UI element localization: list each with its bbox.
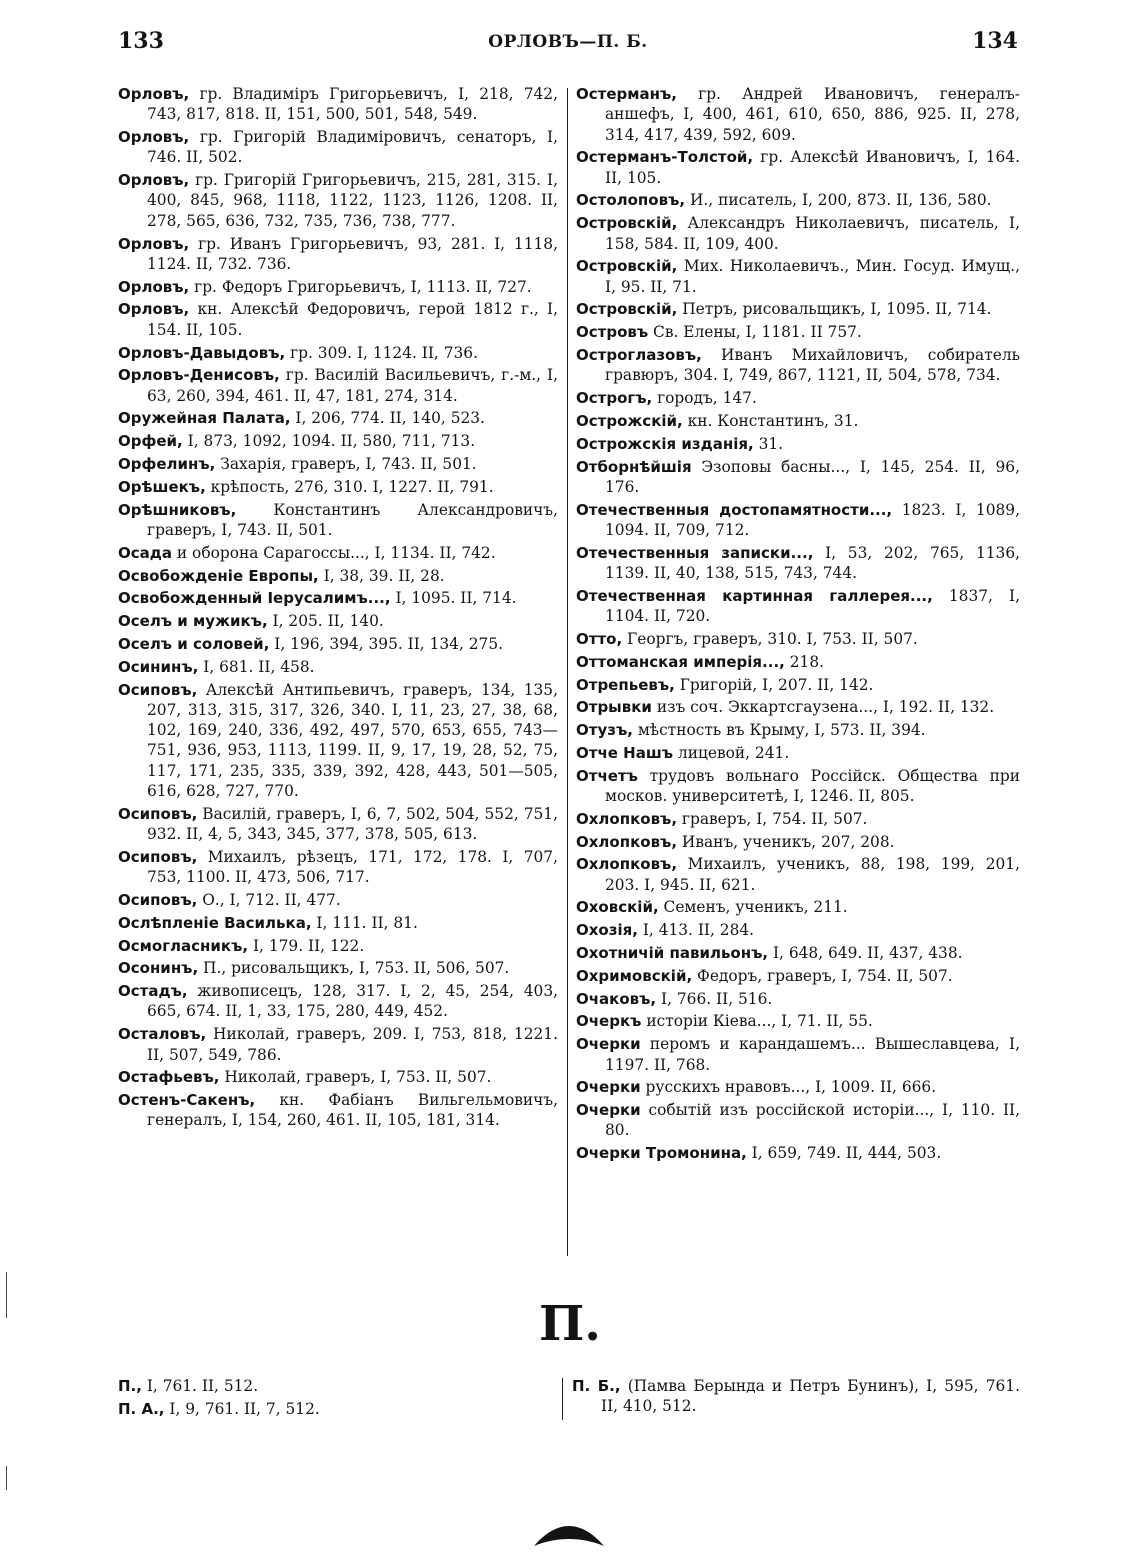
entry-headword: Охлопковъ, [576, 855, 678, 874]
entry-headword: Охозія, [576, 921, 638, 940]
entry-references: Св. Елены, I, 1181. II 757. [648, 323, 862, 342]
entry-references: перомъ и карандашемъ... Вышеславцева, I, 1197. II, 768. [605, 1035, 1020, 1074]
entry-references: I, 413. II, 284. [637, 921, 755, 940]
index-entry [576, 299, 1020, 319]
index-entry [118, 408, 558, 428]
index-entry [118, 365, 558, 406]
entry-headword: Оселъ и соловей, [118, 634, 270, 653]
entry-headword: Острогъ, [576, 389, 653, 408]
entry-headword: Освобожденіе Европы, [118, 566, 319, 585]
entry-references: I, 761. II, 512. [141, 1377, 259, 1395]
entry-references: гр. Григорій Григорьевичъ, 215, 281, 315. I, 400, 845, 968, 1118, 1122, 1123, 1126, 1208. II, 278, 565, 636, 732, 735, 736, 738, 777. [147, 171, 558, 230]
index-entry [118, 804, 558, 845]
entry-headword: Освобожденный Іерусалимъ..., [118, 589, 391, 608]
entry-headword: Оховскій, [576, 898, 659, 917]
entry-headword: Орфей, [118, 432, 183, 451]
entry-headword: Орловъ, [118, 277, 190, 296]
entry-references: Захарія, граверъ, I, 743. II, 501. [215, 455, 477, 474]
column-divider [567, 88, 568, 1256]
entry-headword: Очерки [576, 1101, 641, 1120]
index-entry [576, 1143, 1020, 1163]
page-number-left: 133 [118, 28, 164, 54]
entry-references: I, 681. II, 458. [198, 657, 315, 676]
index-entry [576, 854, 1020, 895]
entry-references: Михаилъ, ученикъ, 88, 198, 199, 201, 203. I, 945. II, 621. [605, 855, 1020, 894]
entry-headword: Оружейная Палата, [118, 409, 291, 428]
index-entry [576, 586, 1020, 627]
index-entry [576, 652, 1020, 672]
fleuron-icon [532, 1522, 606, 1548]
entry-headword: Охотничій павильонъ, [576, 944, 769, 963]
entry-references: гр. Василій Васильевичъ, г.-м., I, 63, 260, 394, 461. II, 47, 181, 274, 314. [147, 366, 558, 405]
entry-headword: Орловъ-Денисовъ, [118, 366, 280, 385]
entry-references: Александръ Николаевичъ, писатель, I, 158, 584. II, 109, 400. [605, 214, 1020, 253]
entry-headword: Орловъ, [118, 85, 190, 103]
entry-references: кн. Фабіанъ Вильгельмовичъ, генералъ, I, 154, 260, 461. II, 105, 181, 314. [147, 1091, 558, 1130]
entry-headword: Островскій, [576, 300, 678, 319]
entry-references: 31. [753, 434, 784, 453]
entry-references: кн. Константинъ, 31. [682, 411, 859, 430]
entry-headword: Орловъ, [118, 300, 190, 319]
entry-headword: Оттоманская имперія..., [576, 652, 785, 671]
entry-references: Петръ, рисовальщикъ, I, 1095. II, 714. [677, 300, 992, 319]
entry-headword: Отборнѣйшія [576, 457, 692, 476]
entry-headword: Отрепьевъ, [576, 675, 675, 694]
entry-headword: П., [118, 1377, 142, 1395]
index-entry [118, 477, 558, 497]
entry-references: О., I, 712. II, 477. [197, 890, 341, 909]
index-entry [118, 611, 558, 631]
entry-references: гр. Иванъ Григорьевичъ, 93, 281. I, 1118, 1124. II, 732. 736. [147, 234, 558, 273]
index-entry [118, 277, 558, 297]
entry-references: гр. Владиміръ Григорьевичъ, I, 218, 742, 743, 817, 818. II, 151, 500, 501, 548, 549. [147, 85, 558, 124]
entry-references: П., рисовальщикъ, I, 753. II, 506, 507. [198, 959, 510, 978]
section-column-left [118, 1376, 548, 1422]
entry-headword: Осмогласникъ, [118, 936, 249, 955]
index-entry [576, 84, 1020, 145]
index-entry [118, 566, 558, 586]
entry-references: I, 648, 649. II, 437, 438. [768, 944, 963, 963]
index-entry [576, 809, 1020, 829]
entry-headword: Остадъ, [118, 982, 188, 1001]
index-entry [576, 1034, 1020, 1075]
entry-headword: П. А., [118, 1399, 165, 1418]
entry-headword: Отче Нашъ [576, 743, 674, 762]
entry-references: Иванъ, ученикъ, 207, 208. [677, 832, 895, 851]
entry-headword: Ослѣпленіе Василька, [118, 913, 312, 932]
entry-references: Константинъ Александровичъ, граверъ, I, 743. II, 501. [147, 500, 558, 539]
index-entry [576, 720, 1020, 740]
entry-headword: Охлопковъ, [576, 832, 678, 851]
entry-references: Федоръ, граверъ, I, 754. II, 507. [692, 966, 953, 985]
entry-references: Эзоповы басны..., I, 145, 254. II, 96, 176. [605, 457, 1020, 496]
index-entry [576, 1077, 1020, 1097]
entry-headword: Орловъ-Давыдовъ, [118, 343, 286, 362]
entry-headword: Орловъ, [118, 128, 190, 147]
index-entry [118, 299, 558, 340]
entry-headword: Островскій, [576, 214, 678, 233]
index-entry [118, 454, 558, 474]
index-entry [576, 411, 1020, 431]
page-number-right: 134 [972, 28, 1018, 54]
index-entry [576, 989, 1020, 1009]
entry-references: I, 766. II, 516. [656, 989, 773, 1008]
entry-references: гр. Григорій Владиміровичъ, сенаторъ, I, 746. II, 502. [147, 128, 558, 167]
index-entry [576, 345, 1020, 386]
entry-headword: Островъ [576, 323, 649, 342]
entry-references: Николай, граверъ, 209. I, 753, 818, 1221. II, 507, 549, 786. [147, 1025, 558, 1064]
entry-references: I, 111. II, 81. [311, 913, 418, 932]
index-entry [118, 657, 558, 677]
entry-headword: Осиповъ, [118, 847, 198, 866]
entry-references: гр. Алексѣй Ивановичъ, I, 164. II, 105. [605, 148, 1020, 187]
entry-headword: Отечественная картинная галлерея..., [576, 586, 933, 605]
page-header [118, 28, 1018, 58]
index-entry [118, 234, 558, 275]
entry-headword: Острожскія изданія, [576, 434, 754, 453]
entry-references: Иванъ Михайловичъ, собиратель гравюръ, 304. I, 749, 867, 1121, II, 504, 578, 734. [605, 346, 1020, 385]
section-column-divider [562, 1378, 563, 1420]
index-entry [118, 431, 558, 451]
entry-references: 218. [784, 652, 825, 671]
entry-references: гр. 309. I, 1124. II, 736. [285, 343, 478, 362]
entry-headword: Отечественныя достопамятности..., [576, 500, 893, 519]
entry-references: гр. Андрей Ивановичъ, генералъ-аншефъ, I, 400, 461, 610, 650, 886, 925. II, 278, 314, 417, 439, 592, 609. [605, 85, 1020, 144]
index-entry [576, 213, 1020, 254]
index-entry [576, 256, 1020, 297]
entry-references: Георгъ, граверъ, 310. I, 753. II, 507. [622, 629, 918, 648]
entry-headword: Осиповъ, [118, 804, 198, 823]
index-entry [576, 434, 1020, 454]
entry-references: I, 9, 761. II, 7, 512. [164, 1399, 320, 1418]
index-entry [118, 981, 558, 1022]
entry-headword: Остолоповъ, [576, 191, 686, 210]
entry-headword: Остафьевъ, [118, 1068, 220, 1087]
entry-references: (Памва Берында и Петръ Бунинъ), I, 595, 761. II, 410, 512. [601, 1377, 1020, 1416]
entry-references: Мих. Николаевичъ., Мин. Госуд. Имущ., I, 95. II, 71. [605, 257, 1020, 296]
entry-references: 1823. I, 1089, 1094. II, 709, 712. [605, 500, 1020, 539]
entry-references: мѣстность въ Крыму, I, 573. II, 394. [632, 721, 926, 740]
entry-headword: Очаковъ, [576, 989, 657, 1008]
entry-headword: Охлопковъ, [576, 809, 678, 828]
index-entry [576, 1100, 1020, 1141]
entry-headword: Отто, [576, 629, 623, 648]
index-entry [576, 966, 1020, 986]
index-entry [572, 1376, 1020, 1417]
index-entry [118, 1399, 548, 1419]
entry-headword: Осонинъ, [118, 959, 199, 978]
entry-headword: Очеркъ [576, 1012, 642, 1031]
entry-headword: Отечественныя записки..., [576, 543, 814, 562]
entry-references: изъ соч. Эккартсгаузена..., I, 192. II, 132. [651, 698, 995, 717]
entry-headword: Осиповъ, [118, 890, 198, 909]
entry-references: гр. Федоръ Григорьевичъ, I, 1113. II, 727. [189, 277, 532, 296]
index-entry [118, 1067, 558, 1087]
index-entry [576, 1011, 1020, 1031]
index-entry [118, 170, 558, 231]
entry-references: I, 38, 39. II, 28. [318, 566, 445, 585]
margin-mark [6, 1466, 7, 1490]
entry-references: I, 179. II, 122. [248, 936, 365, 955]
section-column-right [572, 1376, 1020, 1419]
entry-headword: Оселъ и мужикъ, [118, 612, 268, 631]
index-column-left [118, 84, 558, 1133]
index-entry [576, 388, 1020, 408]
index-entry [118, 1024, 558, 1065]
entry-references: и оборона Сарагоссы..., I, 1134. II, 742. [172, 543, 496, 562]
entry-headword: Остерманъ-Толстой, [576, 148, 754, 167]
entry-headword: Островскій, [576, 257, 678, 276]
index-entry [118, 680, 558, 802]
entry-headword: Орловъ, [118, 171, 190, 190]
index-entry [118, 588, 558, 608]
entry-headword: Отузъ, [576, 721, 633, 740]
index-entry [118, 1376, 548, 1396]
entry-references: I, 659, 749. II, 444, 503. [746, 1144, 942, 1163]
entry-headword: Осиповъ, [118, 680, 198, 699]
entry-headword: Орѣшниковъ, [118, 500, 237, 519]
running-title: ОРЛОВЪ—П. Б. [488, 32, 648, 52]
entry-references: Василій, граверъ, I, 6, 7, 502, 504, 552, 751, 932. II, 4, 5, 343, 345, 377, 378, 505, 613. [147, 804, 558, 844]
entry-references: I, 205. II, 140. [267, 612, 384, 631]
entry-references: I, 206, 774. II, 140, 523. [290, 409, 485, 428]
entry-headword: Осининъ, [118, 657, 199, 676]
index-column-right [576, 84, 1020, 1166]
entry-references: граверъ, I, 754. II, 507. [677, 809, 868, 828]
entry-references: 1837, I, 1104. II, 720. [605, 586, 1020, 626]
entry-headword: Остенъ-Сакенъ, [118, 1091, 256, 1110]
entry-references: Алексѣй Антипьевичъ, граверъ, 134, 135, 207, 313, 315, 317, 326, 340. I, 11, 23, 27, 38, 68, 102, 169, 240, 336, 492, 497, 570, 653, 655, 743—751, 936, 953, 1113, 1199. II, 9, 17, 19, 28, 52, 75, 117, 171, 235, 335, 339, 392, 428, 443, 501—505, 616, 628, 727, 770. [147, 680, 558, 800]
entry-references: I, 196, 394, 395. II, 134, 275. [269, 634, 504, 653]
entry-references: I, 1095. II, 714. [390, 589, 517, 608]
entry-references: крѣпость, 276, 310. I, 1227. II, 791. [205, 477, 494, 496]
entry-references: Михаилъ, рѣзецъ, 171, 172, 178. I, 707, 753, 1100. II, 473, 506, 717. [147, 847, 558, 887]
entry-headword: Орѣшекъ, [118, 477, 206, 496]
entry-references: русскихъ нравовъ..., I, 1009. II, 666. [640, 1078, 937, 1097]
index-entry [576, 697, 1020, 717]
section-heading-letter: П. [538, 1296, 602, 1352]
index-entry [118, 634, 558, 654]
entry-headword: Очерки [576, 1035, 641, 1054]
entry-headword: Орфелинъ, [118, 455, 216, 474]
index-entry [118, 958, 558, 978]
index-entry [576, 322, 1020, 342]
entry-references: лицевой, 241. [673, 743, 790, 762]
entry-headword: Отчетъ [576, 766, 638, 785]
entry-references: И., писатель, I, 200, 873. II, 136, 580. [685, 191, 992, 210]
index-entry [576, 629, 1020, 649]
entry-headword: Осталовъ, [118, 1025, 207, 1044]
index-entry [576, 920, 1020, 940]
index-entry [576, 190, 1020, 210]
entry-headword: Орловъ, [118, 234, 190, 253]
margin-mark [6, 1272, 7, 1318]
index-entry [576, 675, 1020, 695]
index-entry [576, 943, 1020, 963]
entry-references: исторіи Кіева..., I, 71. II, 55. [641, 1012, 873, 1031]
entry-references: трудовъ вольнаго Россійск. Общества при москов. университетѣ, I, 1246. II, 805. [605, 766, 1020, 805]
index-entry [576, 743, 1020, 763]
index-entry [576, 832, 1020, 852]
entry-references: событій изъ россійской исторіи..., I, 110. II, 80. [605, 1101, 1020, 1140]
entry-headword: Отрывки [576, 698, 652, 717]
entry-headword: Острожскій, [576, 411, 683, 430]
entry-references: Григорій, I, 207. II, 142. [674, 675, 874, 694]
index-entry [576, 766, 1020, 807]
entry-headword: Остерманъ, [576, 85, 677, 103]
entry-headword: Очерки Тромонина, [576, 1144, 747, 1163]
entry-headword: П. Б., [572, 1377, 621, 1395]
index-entry [576, 897, 1020, 917]
entry-headword: Охримовскій, [576, 966, 693, 985]
index-entry [576, 147, 1020, 188]
index-entry [118, 543, 558, 563]
entry-references: городъ, 147. [652, 389, 757, 408]
entry-references: Семенъ, ученикъ, 211. [658, 898, 848, 917]
entry-headword: Осада [118, 543, 173, 562]
index-entry [118, 1090, 558, 1131]
index-entry [576, 457, 1020, 498]
index-entry [118, 847, 558, 888]
entry-headword: Остроглазовъ, [576, 346, 702, 365]
index-entry [118, 127, 558, 168]
index-entry [118, 84, 558, 125]
index-entry [118, 890, 558, 910]
index-entry [576, 500, 1020, 541]
index-entry [118, 936, 558, 956]
index-entry [118, 343, 558, 363]
entry-references: живописецъ, 128, 317. I, 2, 45, 254, 403, 665, 674. II, 1, 33, 175, 280, 449, 452. [147, 982, 558, 1021]
index-entry [118, 500, 558, 541]
entry-headword: Очерки [576, 1078, 641, 1097]
entry-references: I, 873, 1092, 1094. II, 580, 711, 713. [182, 432, 476, 451]
entry-references: кн. Алексѣй Федоровичъ, герой 1812 г., I, 154. II, 105. [147, 300, 558, 339]
index-entry [576, 543, 1020, 584]
index-entry [118, 913, 558, 933]
entry-references: I, 53, 202, 765, 1136, 1139. II, 40, 138, 515, 743, 744. [605, 543, 1021, 583]
entry-references: Николай, граверъ, I, 753. II, 507. [219, 1068, 492, 1087]
